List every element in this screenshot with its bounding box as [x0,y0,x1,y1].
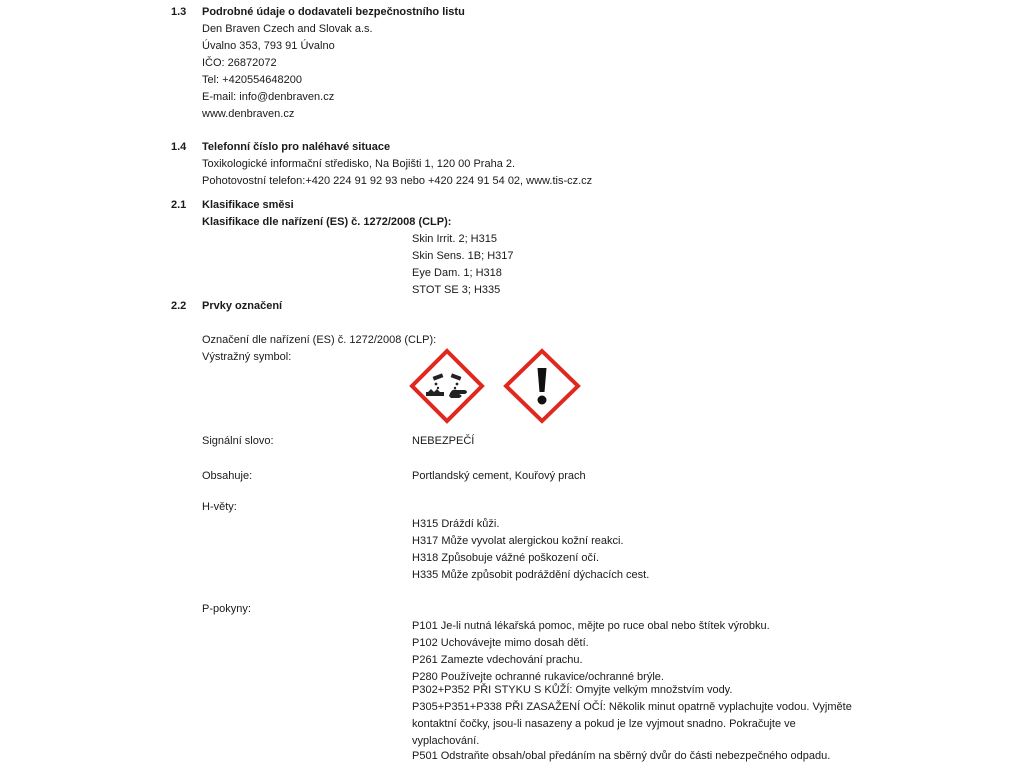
emergency-center: Toxikologické informační středisko, Na Bojišti 1, 120 00 Praha 2. [202,158,516,170]
classification-item: STOT SE 3; H335 [412,284,501,296]
section-number-1-4: 1.4 [171,141,187,153]
p-statements-label: P-pokyny: [202,603,251,615]
contains-value: Portlandský cement, Kouřový prach [412,470,586,482]
p-statement: vyplachování. [412,735,480,747]
supplier-web: www.denbraven.cz [202,108,295,120]
p-statement: P102 Uchovávejte mimo dosah dětí. [412,637,589,649]
p-statement: P280 Používejte ochranné rukavice/ochranné brýle. [412,671,664,683]
section-title-supplier: Podrobné údaje o dodavateli bezpečnostního listu [202,6,465,18]
section-title-classification: Klasifikace směsi [202,199,294,211]
supplier-phone: Tel: +420554648200 [202,74,303,86]
h-statement: H317 Může vyvolat alergickou kožní reakci. [412,535,624,547]
h-statement: H318 Způsobuje vážné poškození očí. [412,552,600,564]
p-statement: kontaktní čočky, jsou-li nasazeny a pokud je lze vyjmout snadno. Pokračujte ve [412,718,796,730]
classification-item: Skin Irrit. 2; H315 [412,233,497,245]
labeling-regulation: Označení dle nařízení (ES) č. 1272/2008 (CLP): [202,334,437,346]
section-number-1-3: 1.3 [171,6,187,18]
exclamation-mark-pictogram [502,348,582,424]
section-title-labeling: Prvky označení [202,300,283,312]
supplier-address: Úvalno 353, 793 91 Úvalno [202,40,335,52]
p-statement: P501 Odstraňte obsah/obal předáním na sběrný dvůr do části nebezpečného odpadu. [412,750,831,762]
emergency-phone: Pohotovostní telefon:+420 224 91 92 93 nebo +420 224 91 54 02, www.tis-cz.cz [202,175,593,187]
signal-word-label: Signální slovo: [202,435,274,447]
section-title-emergency: Telefonní číslo pro naléhavé situace [202,141,391,153]
p-statement: P261 Zamezte vdechování prachu. [412,654,583,666]
corrosion-pictogram [409,348,485,424]
section-number-2-2: 2.2 [171,300,187,312]
p-statement: P302+P352 PŘI STYKU S KŮŽÍ: Omyjte velkým množstvím vody. [412,684,733,696]
hazard-symbol-label: Výstražný symbol: [202,351,292,363]
h-statements-label: H-věty: [202,501,237,513]
supplier-company: Den Braven Czech and Slovak a.s. [202,23,373,35]
signal-word-value: NEBEZPEČÍ [412,435,475,447]
classification-item: Skin Sens. 1B; H317 [412,250,514,262]
h-statement: H315 Dráždí kůži. [412,518,500,530]
classification-item: Eye Dam. 1; H318 [412,267,502,279]
section-number-2-1: 2.1 [171,199,187,211]
p-statement: P305+P351+P338 PŘI ZASAŽENÍ OČÍ: Několik minut opatrně vyplachujte vodou. Vyjměte [412,701,852,713]
h-statement: H335 Může způsobit podráždění dýchacích cest. [412,569,650,581]
p-statement: P101 Je-li nutná lékařská pomoc, mějte po ruce obal nebo štítek výrobku. [412,620,770,632]
supplier-ico: IČO: 26872072 [202,57,277,69]
supplier-email: E-mail: info@denbraven.cz [202,91,335,103]
contains-label: Obsahuje: [202,470,253,482]
classification-subtitle: Klasifikace dle nařízení (ES) č. 1272/2008 (CLP): [202,216,452,228]
